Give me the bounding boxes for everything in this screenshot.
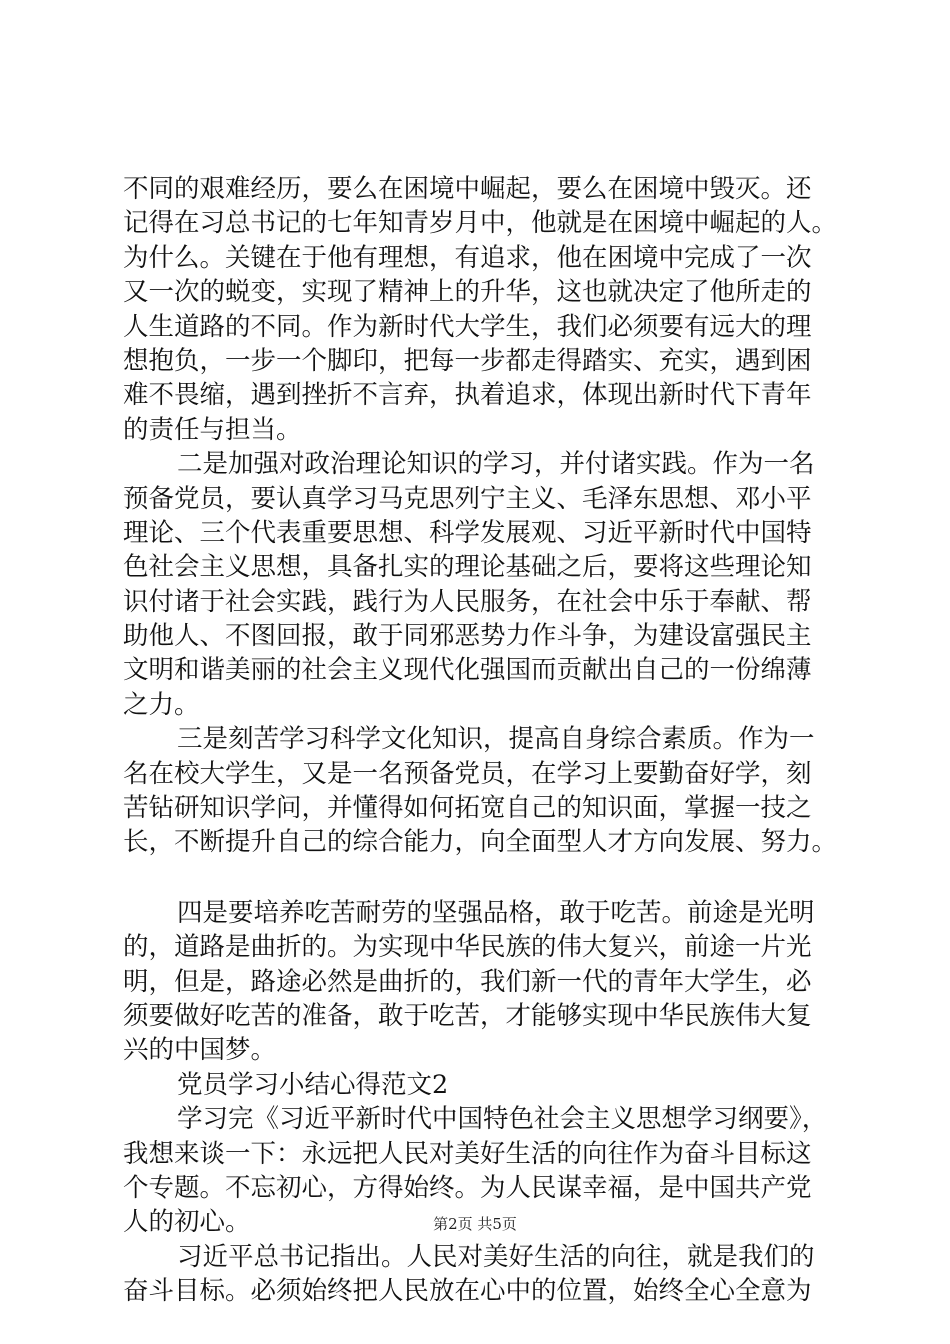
text-line: 想抱负，一步一个脚印，把每一步都走得踏实、充实，遇到困 — [123, 345, 812, 376]
blank-line — [123, 860, 835, 896]
text-line: 文明和谐美丽的社会主义现代化强国而贡献出自己的一份绵薄 — [123, 655, 812, 686]
text-line: 记得在习总书记的七年知青岁月中，他就是在困境中崛起的人。 — [123, 208, 838, 239]
text-line: 明，但是，路途必然是曲折的，我们新一代的青年大学生，必 — [123, 966, 812, 997]
text-line: 党员学习小结心得范文2 — [177, 1069, 449, 1100]
page-number-footer: 第2页 共5页 — [433, 1215, 517, 1233]
text-line: 预备党员，要认真学习马克思列宁主义、毛泽东思想、邓小平 — [123, 483, 812, 514]
text-line: 难不畏缩，遇到挫折不言弃，执着追求，体现出新时代下青年 — [123, 380, 812, 411]
text-line: 的，道路是曲折的。为实现中华民族的伟大复兴，前途一片光 — [123, 932, 812, 963]
text-line: 人的初心。 — [123, 1207, 251, 1238]
text-line: 又一次的蜕变，实现了精神上的升华，这也就决定了他所走的 — [123, 277, 812, 308]
text-line: 须要做好吃苦的准备，敢于吃苦，才能够实现中华民族伟大复 — [123, 1000, 812, 1031]
text-line: 之力。 — [123, 689, 200, 720]
text-line: 色社会主义思想，具备扎实的理论基础之后，要将这些理论知 — [123, 552, 812, 583]
text-line: 识付诸于社会实践，践行为人民服务，在社会中乐于奉献、帮 — [123, 586, 812, 617]
text-line: 长，不断提升自己的综合能力，向全面型人才方向发展、努力。 — [123, 827, 838, 858]
text-line: 四是要培养吃苦耐劳的坚强品格，敢于吃苦。前途是光明 — [177, 897, 815, 928]
text-line: 我想来谈一下：永远把人民对美好生活的向往作为奋斗目标这 — [123, 1138, 812, 1169]
text-line: 三是刻苦学习科学文化知识，提高自身综合素质。作为一 — [177, 724, 815, 755]
text-line: 名在校大学生，又是一名预备党员，在学习上要勤奋好学，刻 — [123, 758, 812, 789]
text-line: 为什么。关键在于他有理想，有追求，他在困境中完成了一次 — [123, 242, 812, 273]
text-line: 助他人、不图回报，敢于同邪恶势力作斗争，为建设富强民主 — [123, 621, 812, 652]
text-line: 人生道路的不同。作为新时代大学生，我们必须要有远大的理 — [123, 311, 812, 342]
document-body — [123, 172, 838, 1309]
text-line: 习近平总书记指出。人民对美好生活的向往，就是我们的 — [177, 1241, 815, 1272]
text-line: 二是加强对政治理论知识的学习，并付诸实践。作为一名 — [177, 449, 815, 480]
text-line: 学习完《习近平新时代中国特色社会主义思想学习纲要》， — [177, 1104, 828, 1135]
text-line: 兴的中国梦。 — [123, 1035, 277, 1066]
text-line: 奋斗目标。必须始终把人民放在心中的位置，始终全心全意为 — [123, 1276, 812, 1307]
text-line: 苦钻研知识学问，并懂得如何拓宽自己的知识面，掌握一技之 — [123, 793, 812, 824]
text-line: 不同的艰难经历，要么在困境中崛起，要么在困境中毁灭。还 — [123, 174, 812, 204]
text-line: 的责任与担当。 — [123, 414, 302, 445]
text-line: 个专题。不忘初心，方得始终。为人民谋幸福，是中国共产党 — [123, 1172, 812, 1203]
text-line: 理论、三个代表重要思想、科学发展观、习近平新时代中国特 — [123, 517, 812, 548]
